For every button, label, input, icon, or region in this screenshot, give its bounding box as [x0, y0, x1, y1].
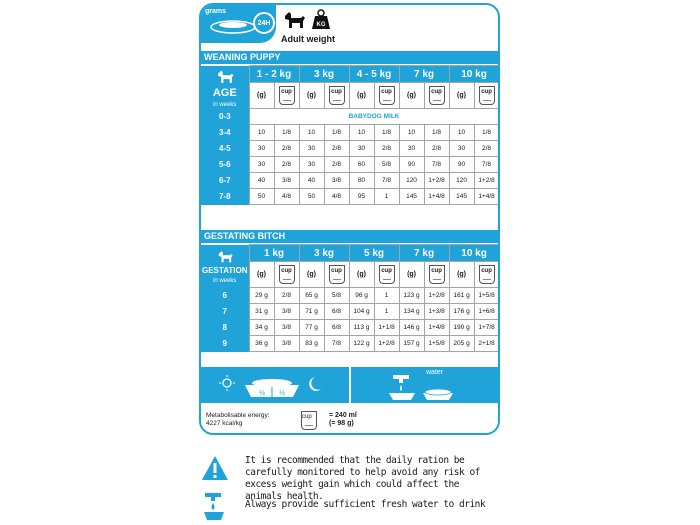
- cup-cell: 1+1/8: [374, 320, 399, 336]
- table-row: [201, 304, 499, 320]
- cup-unit-cell: [274, 262, 299, 288]
- cup-unit-cell: [424, 262, 449, 288]
- grams-cell: 34 g: [249, 320, 274, 336]
- feeding-band: [201, 367, 498, 403]
- grams-cell: 113 g: [349, 320, 374, 336]
- grams-cell: 95: [349, 189, 374, 205]
- cup-eq-line-2: (= 98 g): [329, 420, 354, 427]
- table-row: [201, 125, 499, 141]
- grams-cell: 30: [299, 157, 324, 173]
- weight-header-row: [201, 245, 499, 262]
- energy-info: [206, 412, 270, 428]
- cup-unit-cell: [324, 262, 349, 288]
- meal-split-illustration: [207, 369, 347, 401]
- cup-cell: 7/8: [374, 173, 399, 189]
- grams-label: grams: [205, 8, 227, 15]
- cup-icon: cup: [379, 265, 395, 284]
- cup-icon: cup: [479, 86, 495, 105]
- grams-cell: 71 g: [299, 304, 324, 320]
- cup-cell: 2/8: [324, 157, 349, 173]
- cup-icon: cup: [329, 265, 345, 284]
- band-divider: [349, 367, 351, 403]
- weight-badge-label: KG: [316, 22, 326, 28]
- cup-cell: 2/8: [324, 141, 349, 157]
- cup-cell: 2+1/8: [474, 336, 499, 352]
- milk-row: [201, 109, 499, 125]
- weaning-table: [201, 65, 500, 205]
- cup-cell: 1: [374, 189, 399, 205]
- cup-icon: cup: [429, 265, 445, 284]
- weaning-rows: [201, 125, 499, 205]
- table-row: [201, 173, 499, 189]
- weight-icon: [311, 8, 331, 30]
- cup-cell: 2/8: [274, 141, 299, 157]
- grams-unit: (g): [449, 83, 474, 109]
- cup-cell: 3/8: [324, 173, 349, 189]
- cup-cell: 4/8: [274, 189, 299, 205]
- cup-icon: cup: [479, 265, 495, 284]
- grams-cell: 77 g: [299, 320, 324, 336]
- cup-cell: 1: [374, 288, 399, 304]
- grams-cell: 40: [299, 173, 324, 189]
- puppy-icon: [215, 67, 235, 85]
- cup-cell: 1+6/8: [474, 304, 499, 320]
- age-header: [201, 66, 249, 109]
- weight-col: 10 kg: [449, 66, 499, 83]
- energy-line-1: Metabolisable energy:: [206, 412, 270, 419]
- grams-cell: 30: [299, 141, 324, 157]
- cup-unit-cell: [424, 83, 449, 109]
- gestating-bitch-title: GESTATING BITCH: [201, 230, 498, 243]
- grams-cell: 10: [299, 125, 324, 141]
- weight-col: 1 kg: [249, 245, 299, 262]
- cup-cell: 1+5/8: [474, 288, 499, 304]
- grams-unit: (g): [299, 262, 324, 288]
- fresh-water-note: Always provide sufficient fresh water to drink: [245, 499, 486, 510]
- row-label: 9: [201, 336, 249, 352]
- cup-cell: 1+7/8: [474, 320, 499, 336]
- grams-cell: 10: [349, 125, 374, 141]
- dog-icon: [216, 248, 234, 264]
- header: [201, 5, 498, 51]
- weight-col: 5 kg: [349, 245, 399, 262]
- grams-cell: 29 g: [249, 288, 274, 304]
- grams-cell: 83 g: [299, 336, 324, 352]
- grams-cell: 60: [349, 157, 374, 173]
- cup-cell: 1+4/8: [424, 189, 449, 205]
- cup-cell: 1/8: [374, 125, 399, 141]
- bottom-panel: [201, 367, 498, 435]
- cup-cell: 5/8: [374, 157, 399, 173]
- grams-cell: 31 g: [249, 304, 274, 320]
- grams-unit: (g): [399, 262, 424, 288]
- age-unit: in weeks: [213, 101, 237, 108]
- table-row: [201, 288, 499, 304]
- weight-col: 3 kg: [299, 66, 349, 83]
- cup-unit-cell: [474, 262, 499, 288]
- water-label: water: [426, 369, 444, 376]
- cup-cell: 3/8: [274, 336, 299, 352]
- grams-cell: 120: [449, 173, 474, 189]
- half-label-morning: ½: [259, 390, 265, 397]
- gestation-header: [201, 245, 249, 288]
- cup-cell: 1+4/8: [474, 189, 499, 205]
- grams-cell: 157 g: [399, 336, 424, 352]
- row-label: 4-5: [201, 141, 249, 157]
- grams-cell: 176 g: [449, 304, 474, 320]
- cup-cell: 1/8: [274, 125, 299, 141]
- cup-cell: 2/8: [274, 288, 299, 304]
- grams-unit: (g): [249, 262, 274, 288]
- grams-unit: (g): [399, 83, 424, 109]
- cup-unit-cell: [474, 83, 499, 109]
- age-label: AGE: [212, 86, 237, 99]
- cup-cell: 2/8: [424, 141, 449, 157]
- grams-cell: 190 g: [449, 320, 474, 336]
- row-label: 6-7: [201, 173, 249, 189]
- cup-cell: 2/8: [474, 141, 499, 157]
- cup-cell: 1+2/8: [424, 288, 449, 304]
- cup-equivalence: [329, 412, 357, 428]
- weight-col: 1 - 2 kg: [249, 66, 299, 83]
- age-cell: 0-3: [201, 109, 249, 125]
- cup-cell: 6/8: [324, 304, 349, 320]
- weight-col: 3 kg: [299, 245, 349, 262]
- cup-unit-cell: [374, 262, 399, 288]
- grams-cell: 30: [249, 157, 274, 173]
- water-tap-icon: [203, 491, 227, 521]
- weight-col: 4 - 5 kg: [349, 66, 399, 83]
- cup-icon: cup: [279, 86, 295, 105]
- cup-icon: cup: [429, 86, 445, 105]
- grams-cell: 65 g: [299, 288, 324, 304]
- gestation-label: GESTATION: [202, 266, 248, 275]
- grams-cell: 36 g: [249, 336, 274, 352]
- grams-cell: 146 g: [399, 320, 424, 336]
- cup-cell: 7/8: [324, 336, 349, 352]
- grams-cell: 161 g: [449, 288, 474, 304]
- grams-unit: (g): [249, 83, 274, 109]
- grams-unit: (g): [449, 262, 474, 288]
- grams-cell: 134 g: [399, 304, 424, 320]
- grams-cell: 50: [249, 189, 274, 205]
- weight-col: 7 kg: [399, 245, 449, 262]
- babydog-milk-label: BABYDOG MILK: [249, 109, 499, 125]
- cup-cell: 3/8: [274, 173, 299, 189]
- grams-cell: 30: [449, 141, 474, 157]
- cup-icon: cup: [329, 86, 345, 105]
- grams-cell: 10: [249, 125, 274, 141]
- cup-unit-cell: [324, 83, 349, 109]
- table-row: [201, 141, 499, 157]
- cup-cell: 1/8: [424, 125, 449, 141]
- 24h-badge: 24H: [253, 12, 275, 34]
- cup-cell: 1+4/8: [424, 320, 449, 336]
- adult-weight-label: Adult weight: [281, 34, 335, 44]
- half-label-evening: ½: [279, 390, 285, 397]
- gestation-unit: in weeks: [213, 278, 237, 284]
- cup-unit-cell: [374, 83, 399, 109]
- grams-cell: 123 g: [399, 288, 424, 304]
- grams-cell: 104 g: [349, 304, 374, 320]
- grams-cell: 30: [349, 141, 374, 157]
- cup-cell: 1+2/8: [474, 173, 499, 189]
- cup-cell: 1+2/8: [424, 173, 449, 189]
- dog-icon: [281, 8, 307, 30]
- cup-icon: cup: [279, 265, 295, 284]
- row-label: 5-6: [201, 157, 249, 173]
- grams-cell: 120: [399, 173, 424, 189]
- cup-cell: 7/8: [424, 157, 449, 173]
- table-row: [201, 336, 499, 352]
- table-row: [201, 320, 499, 336]
- grams-unit: (g): [349, 262, 374, 288]
- cup-cell: 1: [374, 304, 399, 320]
- weight-header-row: [201, 66, 499, 83]
- cup-cell: 1/8: [324, 125, 349, 141]
- cup-cell: 7/8: [474, 157, 499, 173]
- table-row: [201, 189, 499, 205]
- grams-cell: 205 g: [449, 336, 474, 352]
- energy-line-2: 4227 kcal/kg: [206, 420, 243, 427]
- grams-cell: 80: [349, 173, 374, 189]
- cup-cell: 1+3/8: [424, 304, 449, 320]
- row-label: 3-4: [201, 125, 249, 141]
- cup-cell: 4/8: [324, 189, 349, 205]
- cup-cell: 2/8: [274, 157, 299, 173]
- grams-cell: 50: [299, 189, 324, 205]
- cup-cell: 3/8: [274, 320, 299, 336]
- grams-badge: [201, 5, 276, 43]
- cup-cell: 5/8: [324, 288, 349, 304]
- grams-cell: 90: [399, 157, 424, 173]
- row-label: 7-8: [201, 189, 249, 205]
- grams-cell: 40: [249, 173, 274, 189]
- cup-eq-line-1: = 240 ml: [329, 412, 357, 419]
- grams-unit: (g): [349, 83, 374, 109]
- grams-cell: 145: [449, 189, 474, 205]
- grams-cell: 30: [249, 141, 274, 157]
- row-label: 7: [201, 304, 249, 320]
- grams-cell: 10: [399, 125, 424, 141]
- grams-cell: 90: [449, 157, 474, 173]
- weight-warning-note: It is recommended that the daily ration be carefully monitored to help avoid any risk of excess weight gain which could affect the animals health.: [245, 455, 480, 502]
- grams-cell: 122 g: [349, 336, 374, 352]
- weight-col: 10 kg: [449, 245, 499, 262]
- grams-unit: (g): [299, 83, 324, 109]
- cup-cell: 1+2/8: [374, 336, 399, 352]
- feeding-guide-card: [199, 3, 500, 435]
- cup-cell: 2/8: [374, 141, 399, 157]
- row-label: 6: [201, 288, 249, 304]
- cup-unit-cell: [274, 83, 299, 109]
- grams-cell: 145: [399, 189, 424, 205]
- table-row: [201, 157, 499, 173]
- grams-cell: 96 g: [349, 288, 374, 304]
- grams-cell: 10: [449, 125, 474, 141]
- grams-cell: 30: [399, 141, 424, 157]
- cup-icon: cup: [379, 86, 395, 105]
- cup-cell: 3/8: [274, 304, 299, 320]
- cup-cell: 1/8: [474, 125, 499, 141]
- weaning-puppy-title: WEANING PUPPY: [201, 51, 498, 64]
- row-label: 8: [201, 320, 249, 336]
- weight-col: 7 kg: [399, 66, 449, 83]
- cup-icon: cup: [301, 411, 317, 430]
- gestating-table: [201, 244, 500, 352]
- gestating-rows: [201, 288, 499, 352]
- warning-icon: [201, 455, 229, 481]
- cup-cell: 1+5/8: [424, 336, 449, 352]
- cup-cell: 6/8: [324, 320, 349, 336]
